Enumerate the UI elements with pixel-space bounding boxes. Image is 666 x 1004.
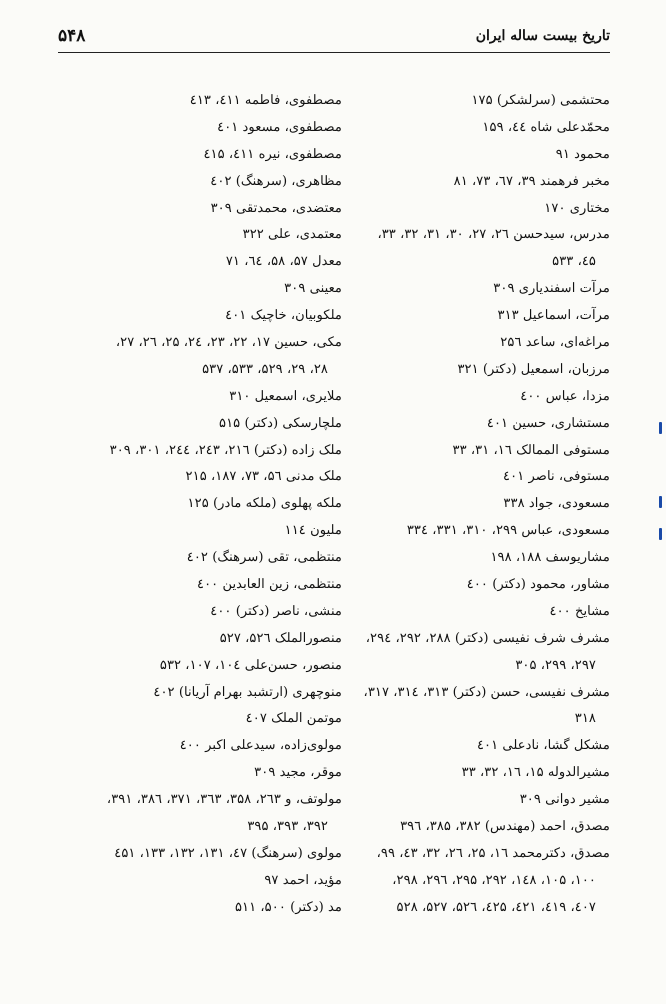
index-entry: محمّدعلی شاه ٤٤، ۱۵۹ <box>482 119 610 135</box>
index-entry: مستوفی، ناصر ٤۰۱ <box>503 469 610 485</box>
index-entry: مشایخ ٤۰۰ <box>549 603 610 619</box>
index-entry: ملیون ۱۱٤ <box>284 523 342 539</box>
index-entry: ۳۱۸ <box>574 711 596 727</box>
index-entry: مسعودی، عباس ۲۹۹، ۳۱۰، ۳۳۱، ۳۳٤ <box>406 523 610 539</box>
index-entry: منصور، حسن‌علی ۱۰٤، ۱۰۷، ۵۳۲ <box>159 657 342 673</box>
index-entry: مدرس، سیدحسن ۲٦، ۲٧، ۳۰، ۳۱، ۳۲، ۳۳، <box>377 227 610 243</box>
index-entry: مکی، حسین ۱۷، ۲۲، ۲۳، ۲٤، ۲۵، ۲٦، ۲۷، <box>115 335 342 351</box>
index-entry: معدل ۵۷، ۵۸، ٦٤، ۷۱ <box>225 254 342 270</box>
index-entry: مشیرالدوله ۱۵، ١٦، ۳۲، ۳۳ <box>461 765 610 781</box>
index-entry: مزدا، عباس ٤۰۰ <box>520 388 610 404</box>
index-entry: مشرف شرف نفیسی (دکتر) ۲۸۸، ۲۹۲، ۲۹٤، <box>365 630 610 646</box>
index-entry: منصورالملک ۵۲٦، ۵۲۷ <box>219 630 342 646</box>
index-entry: معتضدی، محمدتقی ۳۰۹ <box>210 200 342 216</box>
page-number: ۵۴۸ <box>58 26 86 46</box>
index-entry: مصطفوی، نیره ٤۱۱، ٤۱۵ <box>203 146 342 162</box>
index-entry: مخبر فرهمند ۳۹، ٦٧، ٧٣، ۸۱ <box>453 173 610 189</box>
index-entry: ملچارسکی (دکتر) ۵۱۵ <box>219 415 342 431</box>
index-entry: مستشاری، حسین ٤۰۱ <box>486 415 610 431</box>
index-column-left <box>60 88 342 922</box>
index-entry: مظاهری، (سرهنگ) ٤۰۲ <box>210 173 342 189</box>
index-entry: معتمدی، علی ۳۲۲ <box>242 227 342 243</box>
index-entry: ٤۰۷، ٤۱۹، ٤۲۱، ٤۲۵، ۵۲٦، ۵۲۷، ۵۲۸ <box>396 899 596 915</box>
index-entry: مشرف نفیسی، حسن (دکتر) ۳۱۳، ۳۱٤، ۳۱۷، <box>363 684 610 700</box>
index-entry: مصطفوی، فاطمه ٤۱۱، ٤۱۳ <box>189 93 342 108</box>
index-entry: مصدق، دکترمحمد ١٦، ۲۵، ۲٦، ۳۲، ٤۳، ۹۹، <box>376 845 610 861</box>
running-title: تاریخ بیست ساله ایران <box>475 28 610 44</box>
index-entry: مشاور، محمود (دکتر) ٤۰۰ <box>466 577 610 593</box>
index-entry: مسعودی، جواد ۳۳۸ <box>503 496 610 512</box>
index-entry: مد (دکتر) ۵۰۰، ۵۱۱ <box>234 899 342 915</box>
index-entry: ملکه پهلوی (ملکه مادر) ۱۲۵ <box>187 496 342 512</box>
index-entry: ۱۰۰، ۱۰۵، ۱٤۸، ۲۹۲، ۲۹۵، ۲۹٦، ۲۹۸، <box>392 872 596 888</box>
index-entry: معینی ۳۰۹ <box>284 281 342 297</box>
index-entry: موتمن الملک ٤۰۷ <box>245 711 342 727</box>
margin-mark <box>659 422 662 434</box>
index-entry: مولوتف، و ۲٦۳، ۳۵۸، ۳٦۳، ۳۷۱، ۳۸٦، ۳۹۱، <box>106 792 342 808</box>
index-entry: محمود ۹۱ <box>555 146 610 162</box>
index-entry: مولوی‌زاده، سیدعلی اکبر ٤۰۰ <box>179 738 342 754</box>
index-entry: منشی، ناصر (دکتر) ٤۰۰ <box>210 603 342 619</box>
index-entry: مرآت اسفندیاری ۳۰۹ <box>493 281 610 297</box>
index-column-right <box>328 88 610 922</box>
index-entry: ملایری، اسمعیل ۳۱۰ <box>229 388 342 404</box>
index-entry: ۳۹۲، ۳۹۳، ۳۹۵ <box>247 819 328 835</box>
index-entry: مشیر دوانی ۳۰۹ <box>519 792 610 808</box>
index-entry: مشکل گشا، نادعلی ٤۰۱ <box>476 738 610 754</box>
index-entry: مشاریوسف ۱۸۸، ۱۹۸ <box>490 550 610 566</box>
index-entry: ملک مدنی ۵٦، ۷۳، ۱۸۷، ۲۱۵ <box>185 469 342 485</box>
index-entry: منوچهری (ارتشبد بهرام آریانا) ٤۰۲ <box>153 684 342 700</box>
index-entry: مرآت، اسماعیل ۳۱۳ <box>497 308 610 324</box>
index-entry: مختاری ۱۷۰ <box>544 200 610 216</box>
index-entry: مرزبان، اسمعیل (دکتر) ۳۲۱ <box>457 361 610 377</box>
index-entry: مستوفی الممالک ١٦، ۳۱، ۳۳ <box>452 442 610 458</box>
index-entry: مؤید، احمد ۹۷ <box>264 872 342 888</box>
index-entry: منتظمی، زین العابدین ٤۰۰ <box>197 577 342 593</box>
index-entry: ملک زاده (دکتر) ۲۱٦، ۲٤۳، ۲٤٤، ۳۰۱، ۳۰۹ <box>109 442 342 458</box>
index-entry: ملکوبیان، خاچیک ٤۰۱ <box>225 308 342 324</box>
index-entry: ٤۵، ۵۳۳ <box>552 254 596 270</box>
index-entry: مصدق، احمد (مهندس) ۳۸۲، ۳۸۵، ۳۹٦ <box>400 819 610 835</box>
index-entry: مولوی (سرهنگ) ٤۷، ۱۳۱، ۱۳۲، ۱۳۳، ٤۵۱ <box>114 845 342 861</box>
index-entry: منتظمی، تقی (سرهنگ) ٤۰۲ <box>186 550 342 566</box>
index-entry: موقر، مجید ۳۰۹ <box>254 765 342 781</box>
margin-mark <box>659 528 662 540</box>
index-entry: مصطفوی، مسعود ٤۰۱ <box>217 119 342 135</box>
margin-mark <box>659 496 662 508</box>
index-entry: ۲۸، ۲۹، ۵۲۹، ۵۳۳، ۵۳۷ <box>202 361 328 377</box>
index-entry: مراغه‌ای، ساعد ۲۵٦ <box>500 335 610 351</box>
index-entry: محتشمی (سرلشکر) ۱۷۵ <box>471 93 610 108</box>
running-header <box>58 22 610 53</box>
index-entry: ۲۹۷، ۲۹۹، ۳۰۵ <box>515 657 596 673</box>
